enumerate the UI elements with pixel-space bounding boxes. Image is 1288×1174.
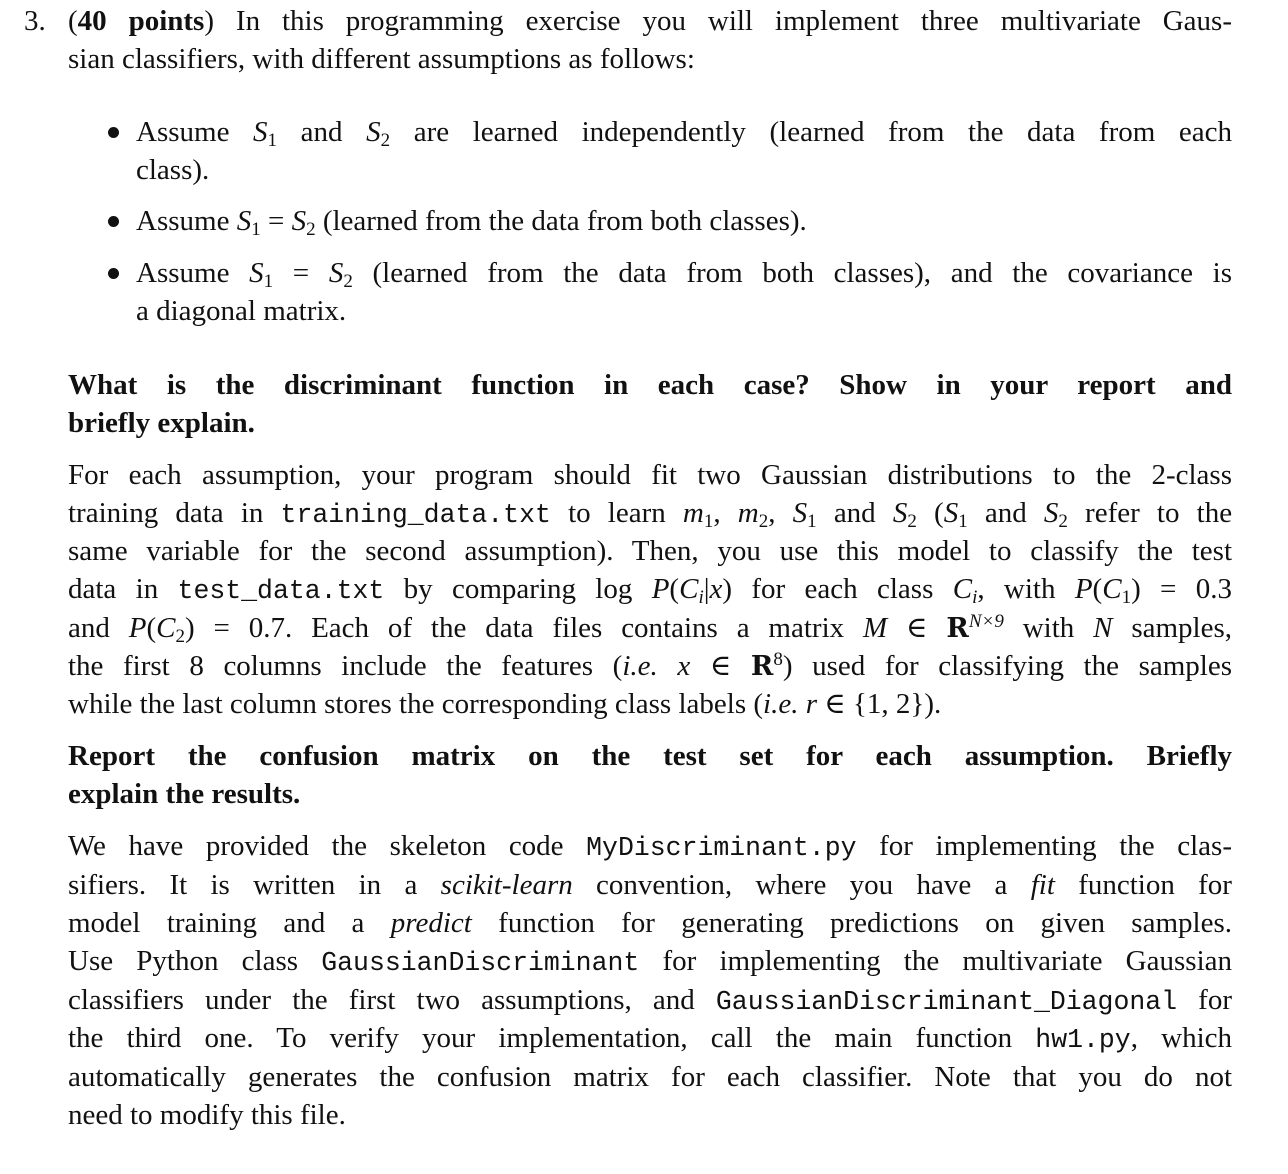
para1-line-7: while the last column stores the corresponding class labels (i.e. r ∈ {1, 2}). xyxy=(68,688,942,720)
bold-question-1-line-2: briefly explain. xyxy=(68,407,255,439)
bullet-1-line-2: class). xyxy=(136,154,210,186)
bullet-3-line-2: a diagonal matrix. xyxy=(136,295,347,327)
bullet-3-line-1: Assume $S_1 = S_2$ (learned from the data from both classes), and the covariance is xyxy=(136,257,1232,292)
para2-line-1: We have provided the skeleton code MyDiscriminant.py for implementing the clas- xyxy=(68,830,1232,863)
bold-question-2-line-1: Report the confusion matrix on the test set for each assumption. Briefly xyxy=(68,740,1232,772)
question-intro-line-2: sian classifiers, with different assumptions as follows: xyxy=(68,43,695,75)
para1-line-5: and $P(C_2) = 0.7$. Each of the data files contains a matrix M ∈ $R^{N\times 9}$ with N samples, xyxy=(68,611,1233,647)
para2-line-6: the third one. To verify your implementation, call the main function hw1.py, which xyxy=(68,1022,1232,1055)
class-name: GaussianDiscriminant_Diagonal xyxy=(715,987,1178,1017)
bullet-icon xyxy=(108,216,119,227)
bullet-icon xyxy=(108,127,119,138)
file-name: hw1.py xyxy=(1035,1025,1131,1055)
question-number: 3. xyxy=(24,5,46,37)
para1-line-6: the first 8 columns include the features (i.e. x ∈ $R^8$) used for classifying the samples xyxy=(68,649,1232,682)
bullet-1-line-1: Assume $S_1$ and $S_2$ are learned independently (learned from the data from each xyxy=(136,116,1233,151)
question-intro-line-1: (40 points) In this programming exercise you will implement three multivariate Gaus- xyxy=(68,5,1232,37)
para1-line-1: For each assumption, your program should fit two Gaussian distributions to the 2-class xyxy=(68,459,1232,491)
bold-question-2-line-2: explain the results. xyxy=(68,778,301,810)
para2-line-7: automatically generates the confusion matrix for each classifier. Note that you do not xyxy=(68,1061,1232,1093)
bold-question-1-line-1: What is the discriminant function in each case? Show in your report and xyxy=(68,369,1232,401)
para1-line-3: same variable for the second assumption). Then, you use this model to classify the test xyxy=(68,535,1232,567)
file-name: training_data.txt xyxy=(280,500,551,530)
para1-line-2: training data in training_data.txt to learn $m_1$, $m_2$, $S_1$ and $S_2$ ($S_1$ and $S_2$ refer to the xyxy=(68,497,1233,532)
file-name: MyDiscriminant.py xyxy=(586,833,857,863)
file-name: test_data.txt xyxy=(177,576,385,606)
class-name: GaussianDiscriminant xyxy=(321,948,640,978)
points-label: 40 points xyxy=(77,5,205,37)
para1-line-4: data in test_data.txt by comparing $\log P(C_i|x)$ for each class $C_i$, with $P(C_1) = 0.3$ xyxy=(68,573,1232,608)
para2-line-8: need to modify this file. xyxy=(68,1099,346,1131)
para2-line-5: classifiers under the first two assumptions, and GaussianDiscriminant_Diagonal for xyxy=(68,984,1232,1017)
bullet-icon xyxy=(108,268,119,279)
bullet-2-line-1: Assume $S_1 = S_2$ (learned from the data from both classes). xyxy=(136,205,807,240)
para2-line-4: Use Python class GaussianDiscriminant for implementing the multivariate Gaussian xyxy=(68,945,1232,978)
para2-line-2: sifiers. It is written in a scikit-learn convention, where you have a fit function for xyxy=(68,869,1232,901)
para2-line-3: model training and a predict function for generating predictions on given samples. xyxy=(68,907,1232,939)
